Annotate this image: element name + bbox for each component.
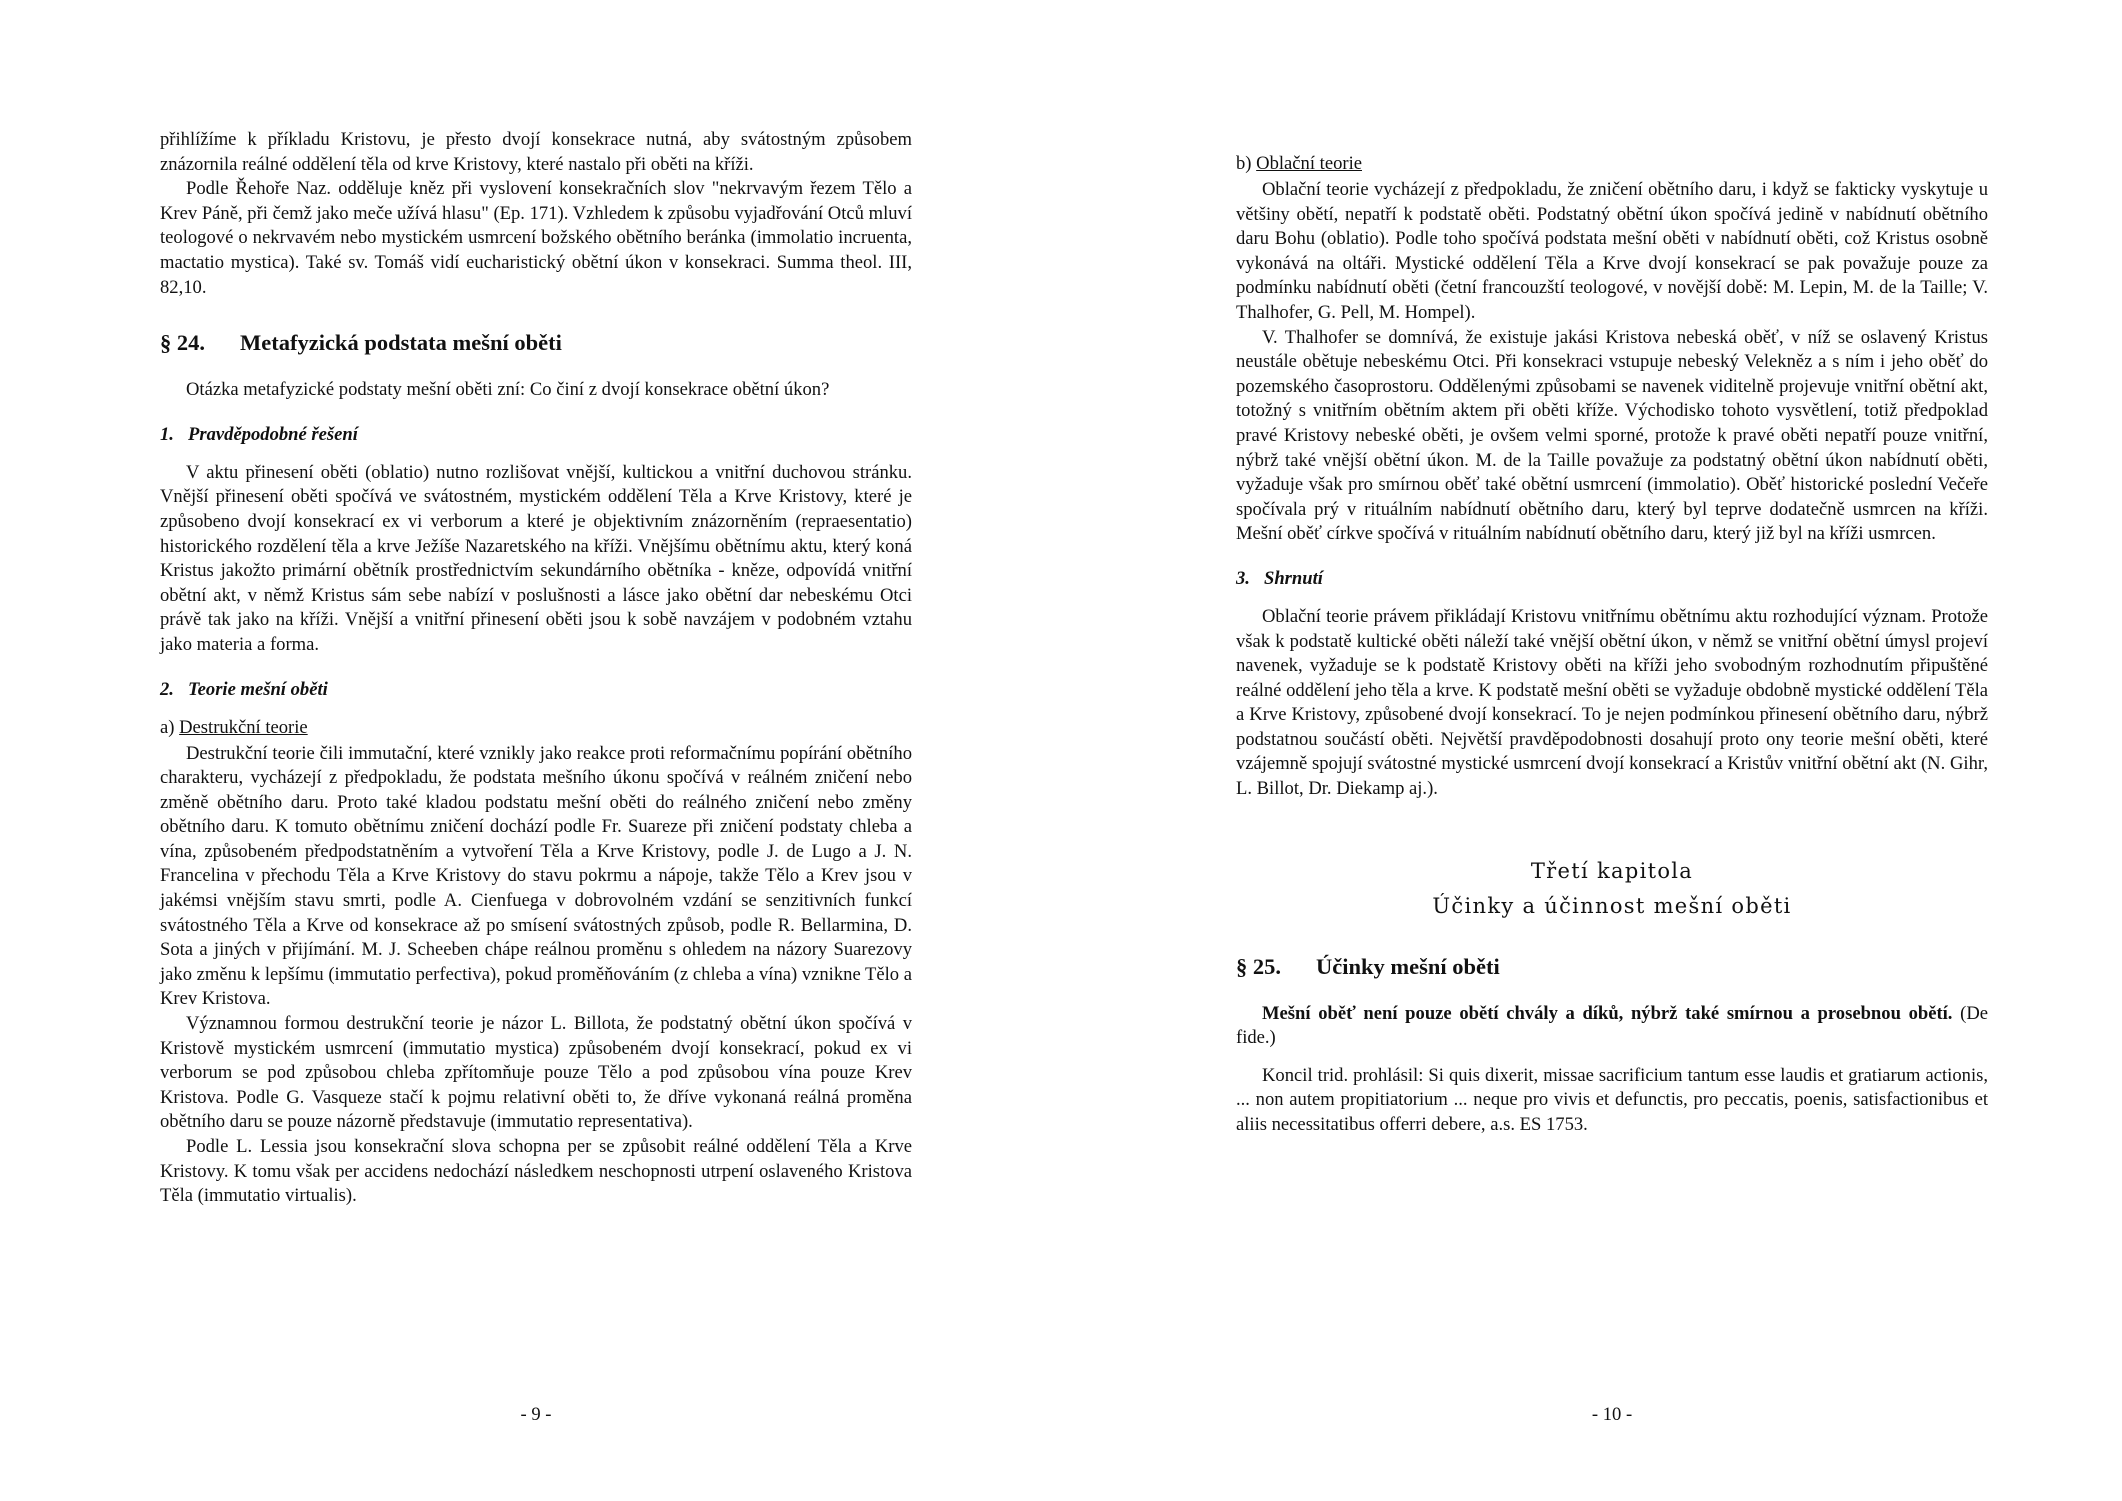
paragraph: přihlížíme k příkladu Kristovu, je přesto dvojí konsekrace nutná, aby svátostným způsobem znázornila reálné oddělení těla od krve Kristovy, které nastalo při oběti na kříži. bbox=[160, 129, 912, 175]
lettered-heading-a bbox=[160, 716, 912, 740]
subheading-number: 2. bbox=[160, 678, 174, 700]
subheading-1 bbox=[160, 423, 912, 447]
section-title: Metafyzická podstata mešní oběti bbox=[240, 330, 562, 356]
subheading-3 bbox=[1236, 567, 1988, 591]
section-heading-24 bbox=[160, 329, 912, 357]
subheading-2 bbox=[160, 678, 912, 702]
chapter-label: Třetí kapitola bbox=[1530, 858, 1694, 883]
lettered-heading-b bbox=[1236, 152, 1988, 176]
chapter-title bbox=[1236, 854, 1988, 924]
paragraph: V. Thalhofer se domnívá, že existuje jakási Kristova nebeská oběť, v níž se oslavený Kristus neustále obětuje nebeskému Otci. Při konsekraci vstupuje nebeský Velekněz a s ním i jeho oběť do pozemského časoprostoru. Oddělenými způsobami se navenek viditelně projevuje vnitřní obětní akt, totožný s vnitřním obětním aktem při oběti kříže. Východisko tohoto vysvětlení, totiž předpoklad pravé Kristovy nebeské oběti, je ovšem velmi sporné, protože k pravé oběti nepatří pouze vnitřní, nýbrž také vnější obětní úkon. M. de la Taille považuje za podstatný obětní úkon nabídnutí oběti, vyžaduje však pro smírnou oběť také obětní usmrcení (immolatio). Oběť historické poslední Večeře spočívala prý v rituálním nabídnutí obětního daru, který byl teprve dodatečně usmrcen na kříži. Mešní oběť církve spočívá v rituálním nabídnutí obětního daru, který již byl na kříži usmrcen. bbox=[1236, 326, 1988, 545]
subheading-title: Pravděpodobné řešení bbox=[188, 423, 358, 445]
paragraph: V aktu přinesení oběti (oblatio) nutno rozlišovat vnější, kultickou a vnitřní duchovou stránku. Vnější přinesení oběti spočívá ve svátostném, mystickém oddělení Těla a Krve Kristovy, které je způsobeno dvojí konsekrací ex vi verborum a které je objektivním znázorněním (repraesentatio) historického rozdělení těla a krve Ježíše Nazaretského na kříži. Vnějšímu obětnímu aktu, který koná Kristus jakožto primární obětník prostřednictvím sekundárního obětníka - kněze, odpovídá vnitřní obětní akt, v němž Kristus sám sebe nabízí v poslušnosti a lásce jako obětní dar nebeskému Otci právě tak jako na kříži. Vnější a vnitřní přinesení oběti jsou k sobě navzájem v podobném vztahu jako materia a forma. bbox=[160, 461, 912, 655]
subheading-number: 1. bbox=[160, 423, 174, 445]
subheading-title: Shrnutí bbox=[1264, 567, 1323, 589]
paragraph: Oblační teorie právem přikládají Kristovu vnitřnímu obětnímu aktu rozhodující význam. Protože však k podstatě kultické oběti náleží také vnější obětní úkon, v němž se vnitřní obětní úmysl projeví navenek, vyžaduje se k podstatě Kristovy oběti na kříži jeho svobodným rozhodnutím připuštěné reálné oddělení jeho těla a krve. K podstatě mešní oběti se vyžaduje obdobně mystické oddělení Těla a Krve Kristovy, způsobené dvojí konsekrací. To je nejen podmínkou přinesení obětního daru, nýbrž podstatnou součástí oběti. Největší pravděpodobnosti dosahují proto ony teorie mešní oběti, které vzájemně spojují svátostné mystické usmrcení dvojí konsekrací a Kristův vnitřní obětní akt (N. Gihr, L. Billot, Dr. Diekamp aj.). bbox=[1236, 605, 1988, 800]
left-page-content bbox=[160, 128, 912, 1209]
lettered-title: Destrukční teorie bbox=[179, 716, 308, 738]
page-number: - 9 - bbox=[520, 1404, 552, 1425]
page-number: - 10 - bbox=[1591, 1404, 1633, 1425]
paragraph: Významnou formou destrukční teorie je názor L. Billota, že podstatný obětní úkon spočívá v Kristově mystickém usmrcení (immutatio mystica) způsobeném dvojí konsekrací, pokud ex vi verborum se pod způsobou chleba zpřítomňuje pouze Tělo a pod způsobou vína pouze Krev Kristova. Podle G. Vasqueze stačí k pojmu relativní oběti to, že dříve vykonaná reálná proměna obětního daru se pouze názorně představuje (immutatio representativa). bbox=[160, 1013, 912, 1133]
section-heading-25 bbox=[1236, 953, 1988, 981]
right-page bbox=[1236, 0, 1988, 1501]
paragraph: Podle Řehoře Naz. odděluje kněz při vyslovení konsekračních slov "nekrvavým řezem Tělo a Krev Páně, při čemž jako meče užívá hlasu" (Ep. 171). Vzhledem k způsobu vyjadřování Otců mluví teologové o nekrvavém nebo mystickém usmrcení božského obětního beránka (immolatio incruenta, mactatio mystica). Také sv. Tomáš vidí eucharistický obětní úkon v konsekraci. Summa theol. III, 82,10. bbox=[160, 178, 912, 298]
section-number: § 25. bbox=[1236, 953, 1281, 979]
paragraph: Otázka metafyzické podstaty mešní oběti zní: Co činí z dvojí konsekrace obětní úkon? bbox=[186, 379, 830, 401]
chapter-name: Účinky a účinnost mešní oběti bbox=[1432, 893, 1792, 918]
right-page-content bbox=[1236, 152, 1988, 1138]
paragraph: Destrukční teorie čili immutační, které vznikly jako reakce proti reformačnímu popírání obětního charakteru, vycházejí z předpokladu, že podstata mešního úkonu spočívá v reálném zničení nebo změně obětního daru. Proto také kladou podstatu mešní oběti do reálného zničení nebo změny obětního daru. K tomuto obětnímu zničení dochází podle Fr. Suareze při zničení podstaty chleba a vína, způsobeném předpodstatněním a vytvoření Těla a Krve Kristovy, podle J. de Lugo a J. N. Francelina v přechodu Těla a Krve Kristovy do stavu pokrmu a nápoje, takže Tělo a Krev jsou v jakémsi vnějším stavu smrti, podle A. Cienfuega v dobrovolném vzdání se senzitivních funkcí svátostného Těla a Krve od konsekrace až po smísení svátostných způsob, podle R. Bellarmina, D. Sota a jiných v přijímání. M. J. Scheeben chápe reálnou proměnu s ohledem na názory Suarezovy jako změnu k lepšímu (immutatio perfectiva), pokud proměňováním (z chleba a vína) vznikne Tělo a Krev Kristova. bbox=[160, 742, 912, 1010]
subheading-number: 3. bbox=[1236, 567, 1250, 589]
thesis-statement: Mešní oběť není pouze obětí chvály a díků, nýbrž také smírnou a prosebnou obětí. bbox=[1262, 1002, 1953, 1024]
lettered-title: Oblační teorie bbox=[1256, 153, 1362, 174]
section-title: Účinky mešní oběti bbox=[1316, 953, 1500, 979]
thesis-note: (De fide.) bbox=[1236, 1002, 1988, 1049]
paragraph: Koncil trid. prohlásil: Si quis dixerit, missae sacrificium tantum esse laudis et gratiarum actionis, ... non autem propitiatorium ... neque pro vivis et defunctis, pro peccatis, poenis, satisfactionibus et aliis necessitatibus offerri debere, a.s. ES 1753. bbox=[1236, 1064, 1988, 1136]
left-page bbox=[160, 0, 912, 1501]
section-number: § 24. bbox=[160, 330, 205, 356]
subheading-title: Teorie mešní oběti bbox=[188, 678, 328, 700]
thesis-paragraph bbox=[1236, 1002, 1988, 1051]
letter-label: b) bbox=[1236, 153, 1252, 174]
paragraph: Podle L. Lessia jsou konsekrační slova schopna per se způsobit reálné oddělení Těla a Krve Kristovy. K tomu však per accidens nedochází následkem neschopnosti utrpení oslaveného Kristova Těla (immutatio virtualis). bbox=[160, 1136, 912, 1207]
paragraph: Oblační teorie vycházejí z předpokladu, že zničení obětního daru, i když se fakticky vyskytuje u většiny obětí, nepatří k podstatě oběti. Podstatný obětní úkon spočívá jedině v nabídnutí obětního daru Bohu (oblatio). Podle toho spočívá podstata mešní oběti v nabídnutí oběti, což Kristus osobně vykonává na oltáři. Mystické oddělení Těla a Krve dvojí konsekrací se pak považuje pouze za podmínku nabídnutí oběti (četní francouzští teologové, v novější době: M. Lepin, M. de la Taille; V. Thalhofer, G. Pell, M. Hompel). bbox=[1236, 179, 1988, 323]
letter-label: a) bbox=[160, 716, 175, 738]
